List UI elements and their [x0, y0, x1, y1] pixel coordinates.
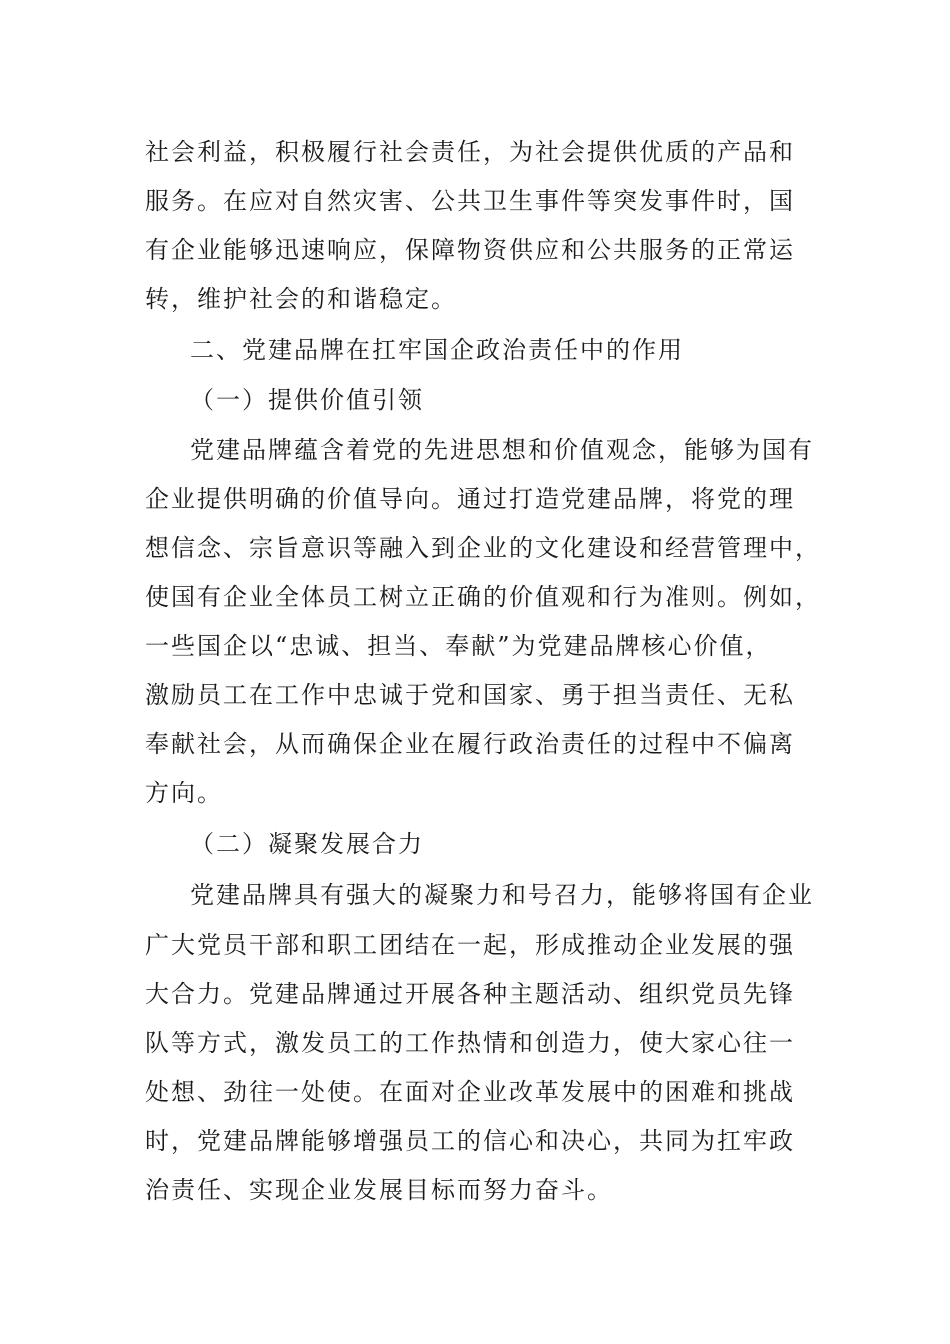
- text-line: 服务。在应对自然灾害、公共卫生事件等突发事件时，国: [145, 187, 795, 215]
- text-line: 大合力。党建品牌通过开展各种主题活动、组织党员先锋: [145, 980, 795, 1008]
- text-line: 党建品牌蕴含着党的先进思想和价值观念，能够为国有: [190, 436, 814, 464]
- text-line: 党建品牌具有强大的凝聚力和号召力，能够将国有企业: [190, 881, 814, 909]
- text-line: 想信念、宗旨意识等融入到企业的文化建设和经营管理中，: [145, 534, 821, 562]
- text-line: 转，维护社会的和谐稳定。: [145, 285, 457, 313]
- subsection-heading: （一）提供价值引领: [190, 386, 424, 414]
- text-line: 治责任、实现企业发展目标而努力奋斗。: [145, 1176, 613, 1204]
- text-line: 奉献社会，从而确保企业在履行政治责任的过程中不偏离: [145, 730, 795, 758]
- text-line: 队等方式，激发员工的工作热情和创造力，使大家心往一: [145, 1029, 795, 1057]
- text-line: 社会利益，积极履行社会责任，为社会提供优质的产品和: [145, 138, 795, 166]
- subsection-heading: （二）凝聚发展合力: [190, 830, 424, 858]
- text-line: 时，党建品牌能够增强员工的信心和决心，共同为扛牢政: [145, 1127, 795, 1155]
- text-line: 激励员工在工作中忠诚于党和国家、勇于担当责任、无私: [145, 681, 795, 709]
- text-line: 方向。: [145, 779, 223, 807]
- text-line: 有企业能够迅速响应，保障物资供应和公共服务的正常运: [145, 236, 795, 264]
- text-line: 企业提供明确的价值导向。通过打造党建品牌，将党的理: [145, 485, 795, 513]
- section-heading: 二、党建品牌在扛牢国企政治责任中的作用: [190, 336, 684, 364]
- text-line: 使国有企业全体员工树立正确的价值观和行为准则。例如，: [145, 583, 821, 611]
- text-line: 处想、劲往一处使。在面对企业改革发展中的困难和挑战: [145, 1078, 795, 1106]
- text-line: 广大党员干部和职工团结在一起，形成推动企业发展的强: [145, 931, 795, 959]
- text-line: 一些国企以“忠诚、担当、奉献”为党建品牌核心价值，: [145, 632, 772, 660]
